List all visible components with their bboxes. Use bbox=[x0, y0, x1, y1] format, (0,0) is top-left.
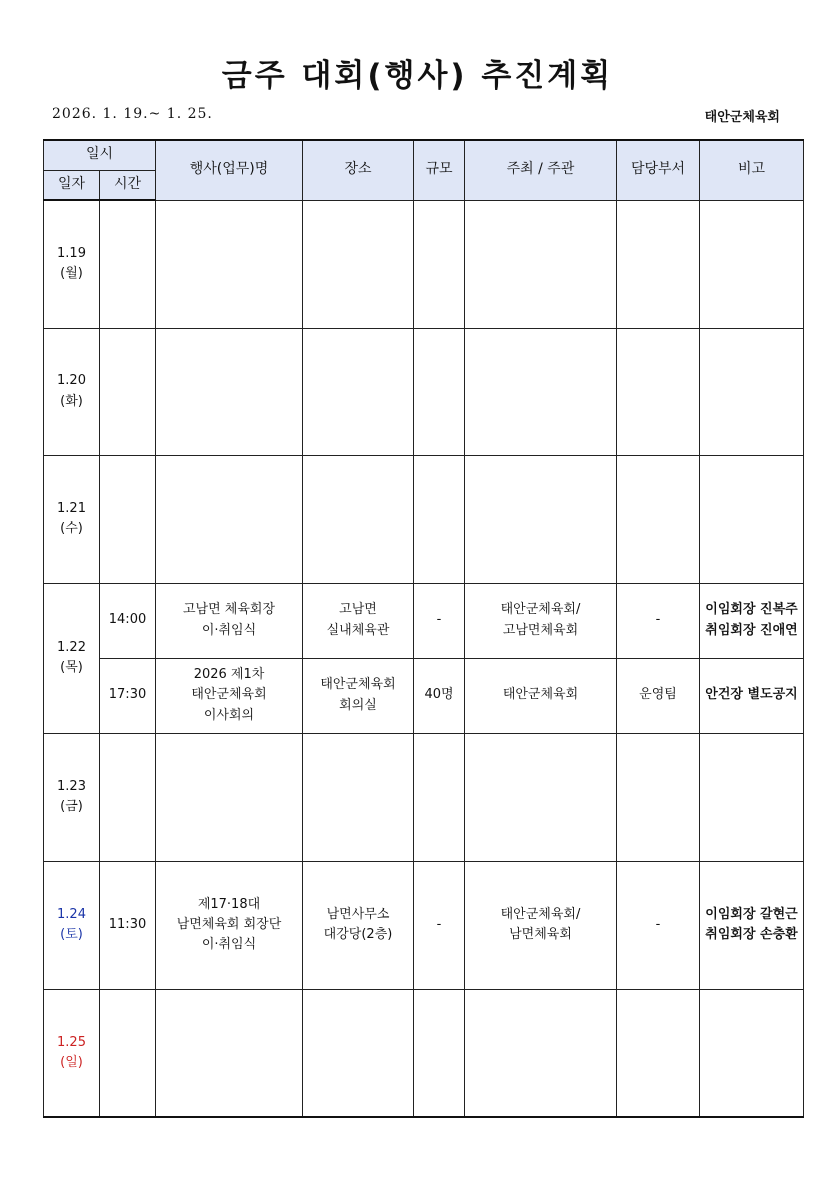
event-name-cell: 제17·18대 남면체육회 회장단 이·취임식 bbox=[156, 861, 303, 989]
date-cell: 1.21 (수) bbox=[44, 455, 100, 583]
header-event: 행사(업무)명 bbox=[156, 140, 303, 200]
scale-cell: - bbox=[414, 583, 465, 658]
event-name-cell: 2026 제1차 태안군체육회 이사회의 bbox=[156, 658, 303, 733]
header-scale: 규모 bbox=[414, 140, 465, 200]
dept-cell: - bbox=[617, 861, 700, 989]
date-cell: 1.23 (금) bbox=[44, 733, 100, 861]
place-cell: 남면사무소 대강당(2층) bbox=[303, 861, 414, 989]
header-time: 시간 bbox=[100, 170, 156, 200]
table-row bbox=[44, 658, 804, 733]
scale-cell: - bbox=[414, 861, 465, 989]
host-cell: 태안군체육회/ 고남면체육회 bbox=[465, 583, 617, 658]
header-host: 주최 / 주관 bbox=[465, 140, 617, 200]
place-cell: 태안군체육회 회의실 bbox=[303, 658, 414, 733]
schedule-table bbox=[43, 139, 804, 1118]
header-date: 일자 bbox=[44, 170, 100, 200]
header-place: 장소 bbox=[303, 140, 414, 200]
note-cell: 이임회장 갈현근 취임회장 손충환 bbox=[700, 861, 804, 989]
date-cell: 1.25 (일) bbox=[44, 989, 100, 1117]
place-cell: 고남면 실내체육관 bbox=[303, 583, 414, 658]
host-cell: 태안군체육회/ 남면체육회 bbox=[465, 861, 617, 989]
header-note: 비고 bbox=[700, 140, 804, 200]
table-row bbox=[44, 200, 804, 328]
table-row bbox=[44, 733, 804, 861]
table-row bbox=[44, 455, 804, 583]
time-cell: 17:30 bbox=[100, 658, 156, 733]
time-cell: 14:00 bbox=[100, 583, 156, 658]
note-cell: 안건장 별도공지 bbox=[700, 658, 804, 733]
event-name-cell: 고남면 체육회장 이·취임식 bbox=[156, 583, 303, 658]
schedule-period: 2026. 1. 19.~ 1. 25. bbox=[52, 106, 213, 122]
dept-cell: 운영팀 bbox=[617, 658, 700, 733]
date-cell: 1.19 (월) bbox=[44, 200, 100, 328]
header-dept: 담당부서 bbox=[617, 140, 700, 200]
date-cell: 1.24 (토) bbox=[44, 861, 100, 989]
dept-cell: - bbox=[617, 583, 700, 658]
date-cell: 1.22 (목) bbox=[44, 583, 100, 733]
table-row bbox=[44, 861, 804, 989]
scale-cell: 40명 bbox=[414, 658, 465, 733]
host-cell: 태안군체육회 bbox=[465, 658, 617, 733]
table-row bbox=[44, 583, 804, 658]
header-datetime: 일시 bbox=[44, 140, 156, 170]
time-cell: 11:30 bbox=[100, 861, 156, 989]
page-title: 금주 대회(행사) 추진계획 bbox=[221, 58, 614, 94]
note-cell: 이임회장 진복주 취임회장 진애연 bbox=[700, 583, 804, 658]
organization-name: 태안군체육회 bbox=[704, 110, 780, 125]
date-cell: 1.20 (화) bbox=[44, 328, 100, 455]
table-row bbox=[44, 328, 804, 455]
table-row bbox=[44, 989, 804, 1117]
